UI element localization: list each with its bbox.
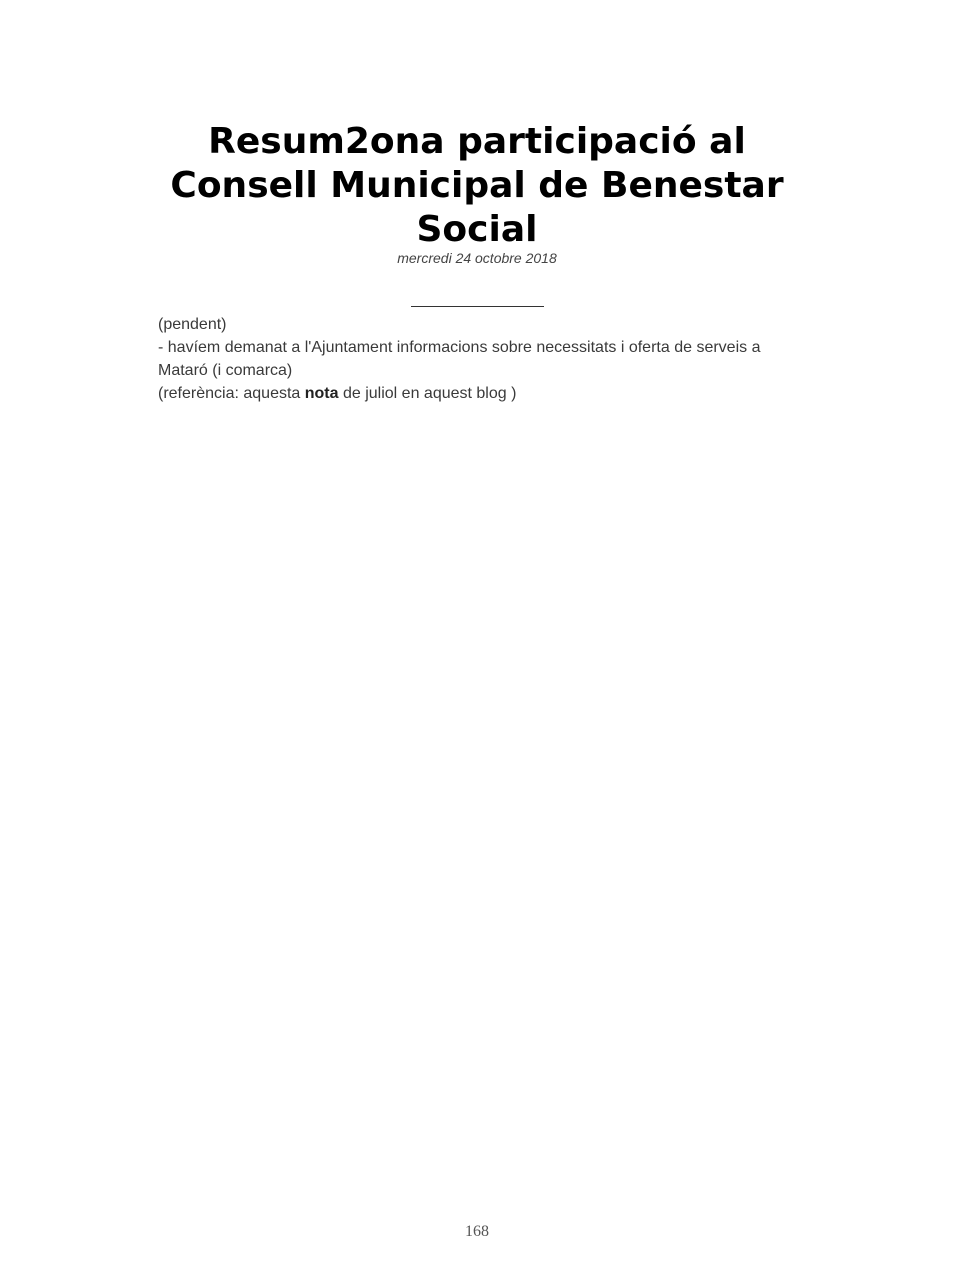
reference-text-after: de juliol en aquest blog ) <box>338 385 517 402</box>
page-title: Resum2ona participació al Consell Municipal de Benestar Social <box>170 121 784 250</box>
post-date: mercredi 24 octobre 2018 <box>397 250 557 266</box>
request-paragraph: - havíem demanat a l'Ajuntament informacions sobre necessitats i oferta de serveis a Mataró (i comarca) <box>158 339 761 379</box>
reference-paragraph <box>158 382 808 405</box>
page-number: 168 <box>465 1223 489 1240</box>
article-body <box>158 313 808 405</box>
title-separator <box>411 306 544 307</box>
reference-link-nota[interactable]: nota <box>304 385 339 402</box>
reference-text-before: (referència: aquesta <box>158 385 305 402</box>
status-paragraph: (pendent) <box>158 316 227 333</box>
